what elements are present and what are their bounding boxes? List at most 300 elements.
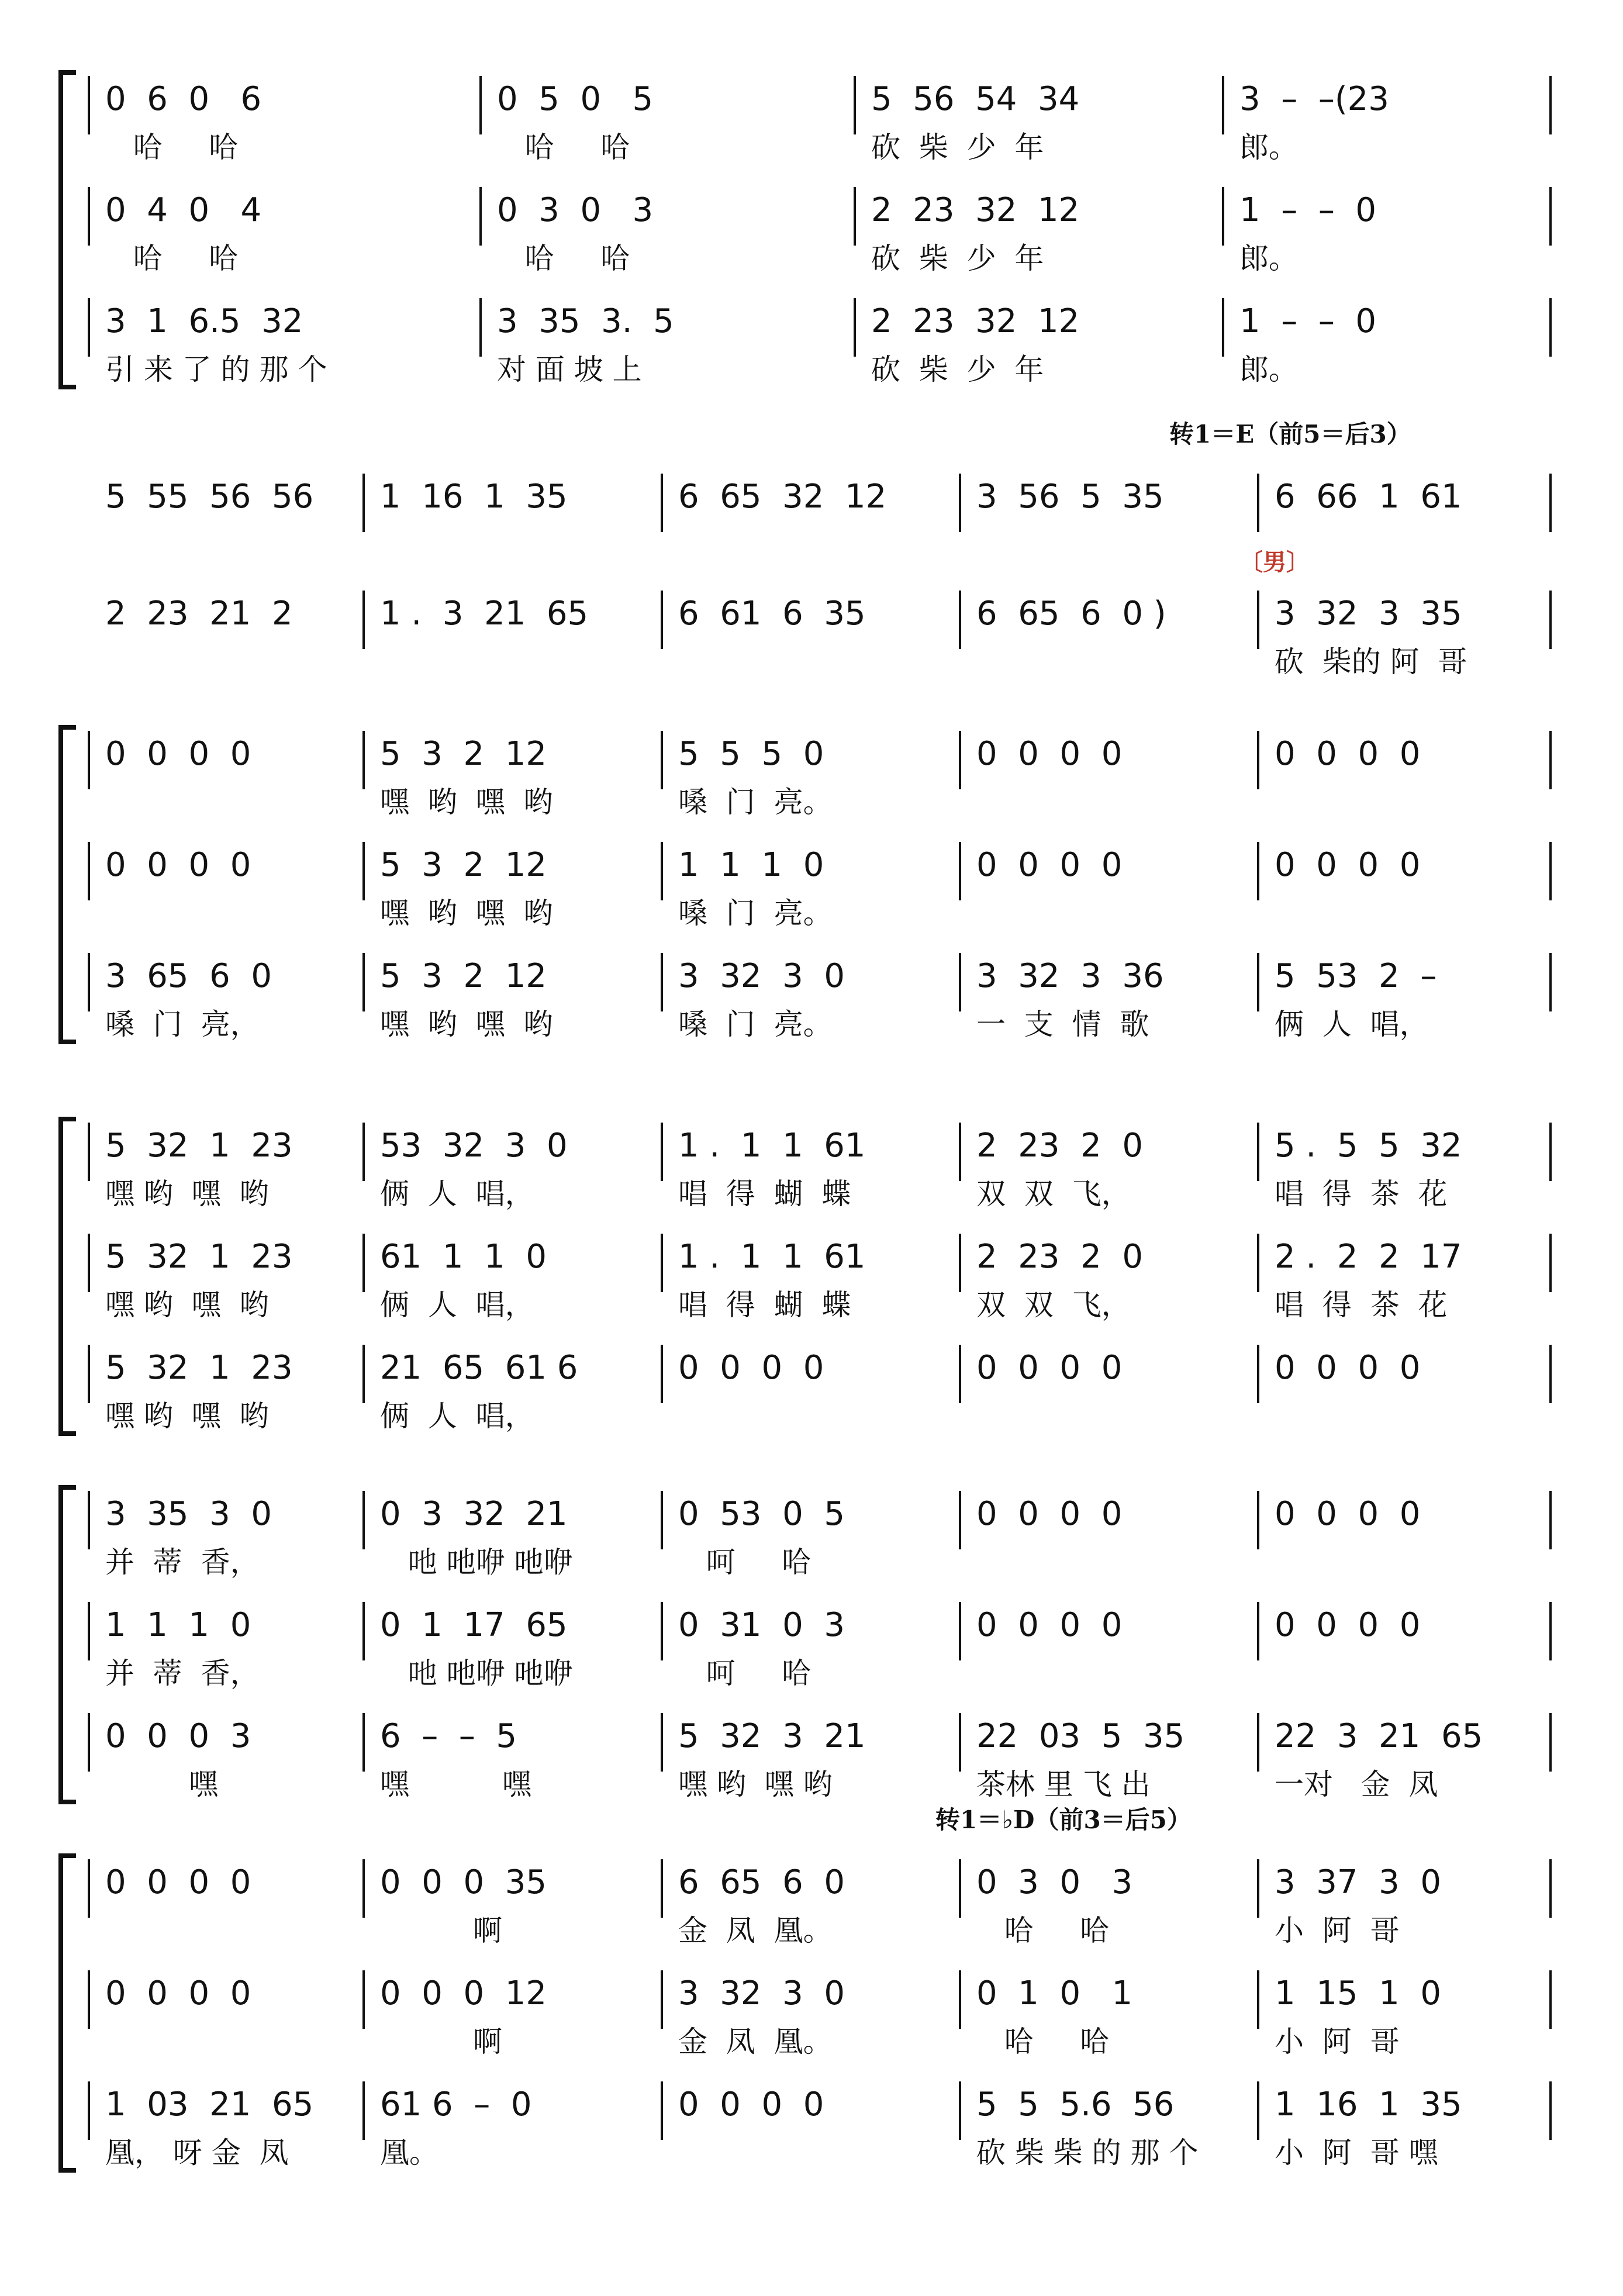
jianpu-notes: 0 0 0 3 [105,1717,251,1755]
measure [497,76,842,166]
barline [661,2081,663,2140]
lyrics-text: 凰， 呀 金 凤 [105,2136,289,2170]
barline [854,298,856,357]
lyrics-text: 茶林 里 飞 出 [976,1767,1151,1801]
barline [959,1602,961,1660]
barline [88,187,90,246]
measure [976,842,1245,895]
barline [88,1345,90,1403]
lyrics-text: 嗓 门 亮， [105,1007,260,1041]
barline [1257,953,1259,1011]
measure [976,2081,1245,2171]
key-change-marking: 转1＝♭D（前3＝后5） [935,1805,1192,1834]
barline [959,842,961,900]
measure [380,731,649,821]
jianpu-notes: 6 – – 5 [380,1717,517,1755]
jianpu-notes: 1 – – 0 [1239,302,1377,340]
jianpu-notes: 0 1 17 65 [380,1606,568,1644]
system-bracket [58,1117,76,1436]
measure [497,298,842,388]
lyrics-text: 嘿 哟 嘿 哟 [105,1177,269,1211]
measure [380,2081,649,2171]
lyrics-text: 唱 得 蝴 蝶 [678,1177,851,1211]
jianpu-notes: 2 . 2 2 17 [1275,1238,1462,1276]
lyrics-text: 哈 哈 [976,1914,1110,1948]
jianpu-notes: 3 35 3 0 [105,1495,272,1533]
measure [1275,1234,1538,1324]
jianpu-notes: 53 32 3 0 [380,1127,568,1165]
jianpu-notes: 0 0 0 0 [105,846,251,884]
barline [88,1234,90,1292]
barline [661,953,663,1011]
barline [854,187,856,246]
measure [976,1713,1245,1803]
measure [678,1345,947,1397]
jianpu-notes: 5 32 1 23 [105,1349,293,1387]
barline [1549,731,1552,789]
measure [105,76,468,166]
jianpu-notes: 0 0 0 12 [380,1974,547,2012]
measure [1239,76,1538,166]
barline [959,1234,961,1292]
jianpu-notes: 0 4 0 4 [105,191,262,229]
measure [976,1234,1245,1324]
measure [1275,1970,1538,2060]
barline [1549,187,1552,246]
barline [362,1602,365,1660]
jianpu-notes: 0 0 0 0 [105,1974,251,2012]
jianpu-notes: 6 61 6 35 [678,595,866,633]
barline [1257,1234,1259,1292]
barline [362,1345,365,1403]
barline [1257,1345,1259,1403]
barline [1549,474,1552,532]
jianpu-notes: 1 – – 0 [1239,191,1377,229]
score-system-2 [0,420,1623,573]
barline [661,1859,663,1918]
jianpu-notes: 5 53 2 – [1275,957,1437,995]
barline [1222,298,1224,357]
jianpu-notes: 1 16 1 35 [1275,2086,1462,2124]
lyrics-text: 啊 [380,2025,502,2059]
barline [88,1713,90,1772]
score-system-4 [0,719,1623,1052]
lyrics-text: 并 蒂 香， [105,1656,260,1690]
measure [105,1123,351,1213]
barline [661,1970,663,2029]
measure [380,1234,649,1324]
score-system-3 [0,548,1623,690]
barline [88,731,90,789]
measure [678,474,947,526]
measure [380,1602,649,1692]
jianpu-notes: 3 1 6.5 32 [105,302,303,340]
barline [362,1859,365,1918]
measure [380,842,649,932]
jianpu-notes: 0 0 0 0 [976,1349,1123,1387]
jianpu-notes: 0 0 0 0 [1275,1606,1421,1644]
jianpu-notes: 5 32 1 23 [105,1127,293,1165]
jianpu-notes: 0 31 0 3 [678,1606,845,1644]
lyrics-text: 嗓 门 亮。 [678,896,833,930]
barline [959,1345,961,1403]
jianpu-notes: 0 0 0 0 [105,735,251,773]
barline [1549,1491,1552,1549]
measure [976,731,1245,783]
barline [661,1345,663,1403]
barline [959,2081,961,2140]
jianpu-notes: 21 65 61 6 [380,1349,578,1387]
jianpu-notes: 5 3 2 12 [380,846,547,884]
lyrics-text: 吔 吔咿 吔咿 [380,1545,573,1579]
jianpu-notes: 3 37 3 0 [1275,1863,1441,1901]
jianpu-notes: 0 3 0 3 [976,1863,1133,1901]
lyrics-text: 嘿 哟 嘿 哟 [380,785,553,819]
measure [105,591,351,643]
lyrics-text: 小 阿 哥 [1275,1914,1400,1948]
lyrics-text: 嘿 嘿 [380,1767,531,1801]
measure [105,1602,351,1692]
lyrics-text: 哈 哈 [497,130,630,164]
lyrics-text: 嘿 哟 嘿 哟 [380,896,553,930]
barline [88,2081,90,2140]
barline [1549,1602,1552,1660]
measure [105,474,351,526]
barline [661,842,663,900]
measure [105,1234,351,1324]
barline [661,1123,663,1181]
measure [976,953,1245,1043]
jianpu-notes: 0 0 0 0 [105,1863,251,1901]
jianpu-notes: 1 15 1 0 [1275,1974,1441,2012]
lyrics-text: 并 蒂 香， [105,1545,260,1579]
barline [959,1859,961,1918]
lyrics-text: 双 双 飞， [976,1288,1131,1322]
jianpu-notes: 1 1 1 0 [105,1606,251,1644]
barline [362,1491,365,1549]
barline [1549,591,1552,649]
barline [1257,1859,1259,1918]
measure [678,1713,947,1803]
barline [959,1123,961,1181]
measure [976,1491,1245,1544]
jianpu-notes: 5 5 5 0 [678,735,824,773]
measure [976,1970,1245,2060]
jianpu-notes: 1 . 1 1 61 [678,1127,866,1165]
lyrics-text: 郎。 [1239,130,1298,164]
jianpu-notes: 22 3 21 65 [1275,1717,1483,1755]
barline [661,731,663,789]
measure [380,1713,649,1803]
lyrics-text: 嘿 哟 嘿 哟 [105,1399,269,1433]
barline [362,1123,365,1181]
lyrics-text: 郎。 [1239,353,1298,386]
measure [976,1602,1245,1655]
lyrics-text: 郎。 [1239,241,1298,275]
barline [88,842,90,900]
barline [1549,1234,1552,1292]
jianpu-notes: 6 66 1 61 [1275,478,1462,516]
lyrics-text: 砍 柴 少 年 [871,241,1044,275]
measure [1275,474,1538,526]
jianpu-notes: 5 56 54 34 [871,80,1080,118]
barline [1222,187,1224,246]
measure [1275,1345,1538,1397]
jianpu-notes: 3 56 5 35 [976,478,1164,516]
jianpu-notes: 0 0 0 0 [976,846,1123,884]
jianpu-notes: 5 . 5 5 32 [1275,1127,1462,1165]
barline [959,1713,961,1772]
jianpu-notes: 5 3 2 12 [380,957,547,995]
jianpu-notes: 0 6 0 6 [105,80,262,118]
system-bracket [58,725,76,1044]
lyrics-text: 唱 得 茶 花 [1275,1177,1448,1211]
barline [1549,1123,1552,1181]
barline [362,731,365,789]
system-bracket [58,1853,76,2173]
jianpu-notes: 0 0 0 0 [976,735,1123,773]
lyrics-text: 呵 哈 [678,1656,811,1690]
barline [1549,2081,1552,2140]
measure [1275,591,1538,681]
system-bracket [58,1485,76,1804]
jianpu-notes: 2 23 21 2 [105,595,293,633]
jianpu-notes: 0 0 0 0 [1275,735,1421,773]
measure [678,1859,947,1949]
lyrics-text: 砍 柴 少 年 [871,130,1044,164]
barline [854,76,856,134]
jianpu-notes: 0 0 0 0 [678,2086,824,2124]
score-system-1 [0,64,1623,398]
lyrics-text: 吔 吔咿 吔咿 [380,1656,573,1690]
measure [678,1123,947,1213]
barline [479,76,482,134]
measure [1275,731,1538,783]
barline [1257,474,1259,532]
barline [479,187,482,246]
measure [678,1234,947,1324]
jianpu-notes: 6 65 6 0 ) [976,595,1166,633]
jianpu-notes: 0 5 0 5 [497,80,654,118]
barline [88,1970,90,2029]
measure [1275,842,1538,895]
measure [678,2081,947,2134]
barline [88,1859,90,1918]
measure [105,731,351,783]
lyrics-text: 砍 柴 少 年 [871,353,1044,386]
lyrics-text: 哈 哈 [105,241,239,275]
measure [497,187,842,277]
barline [1549,1859,1552,1918]
measure [1275,1602,1538,1655]
voice-tag-male: 〔男〕 [1239,548,1310,576]
jianpu-notes: 0 53 0 5 [678,1495,845,1533]
jianpu-notes: 3 65 6 0 [105,957,272,995]
measure [1275,1123,1538,1213]
measure [105,298,468,388]
jianpu-notes: 2 23 32 12 [871,302,1080,340]
lyrics-text: 小 阿 哥 [1275,2025,1400,2059]
measure [1275,1859,1538,1949]
barline [661,1602,663,1660]
barline [959,474,961,532]
barline [88,1491,90,1549]
jianpu-notes: 6 65 6 0 [678,1863,845,1901]
barline [362,2081,365,2140]
measure [380,1123,649,1213]
jianpu-notes: 5 32 1 23 [105,1238,293,1276]
score-system-7 [0,1805,1623,2181]
measure [1239,298,1538,388]
barline [1257,1491,1259,1549]
jianpu-notes: 2 23 32 12 [871,191,1080,229]
lyrics-text: 金 凤 凰。 [678,2025,833,2059]
barline [362,953,365,1011]
system-bracket [58,70,76,389]
lyrics-text: 凰。 [380,2136,438,2170]
measure [380,591,649,643]
measure [678,953,947,1043]
barline [1257,1602,1259,1660]
lyrics-text: 俩 人 唱， [380,1177,534,1211]
jianpu-notes: 3 32 3 35 [1275,595,1462,633]
barline [1257,2081,1259,2140]
barline [1257,1713,1259,1772]
measure [105,187,468,277]
lyrics-text: 一 支 情 歌 [976,1007,1149,1041]
score-system-5 [0,1111,1623,1444]
lyrics-text: 小 阿 哥 嘿 [1275,2136,1438,2170]
lyrics-text: 哈 哈 [105,130,239,164]
lyrics-text: 嗓 门 亮。 [678,785,833,819]
measure [871,76,1210,166]
barline [1549,842,1552,900]
barline [1222,76,1224,134]
measure [678,842,947,932]
jianpu-notes: 5 32 3 21 [678,1717,866,1755]
jianpu-notes: 0 0 0 0 [1275,1349,1421,1387]
measure [105,1713,351,1803]
jianpu-notes: 0 3 0 3 [497,191,654,229]
barline [1549,953,1552,1011]
barline [959,1491,961,1549]
barline [1257,591,1259,649]
measure [871,187,1210,277]
jianpu-notes: 0 0 0 35 [380,1863,547,1901]
measure [1275,2081,1538,2171]
barline [362,1970,365,2029]
jianpu-notes: 5 55 56 56 [105,478,314,516]
measure [976,591,1245,643]
lyrics-text: 嘿 哟 嘿 哟 [678,1767,833,1801]
measure [105,1859,351,1912]
barline [959,591,961,649]
barline [362,1234,365,1292]
barline [479,298,482,357]
lyrics-text: 砍 柴的 阿 哥 [1275,645,1467,679]
lyrics-text: 啊 [380,1914,502,1948]
lyrics-text: 对 面 坡 上 [497,353,642,386]
barline [661,1234,663,1292]
measure [678,591,947,643]
measure [678,731,947,821]
measure [976,1345,1245,1397]
jianpu-notes: 2 23 2 0 [976,1127,1143,1165]
barline [362,474,365,532]
barline [661,474,663,532]
measure [380,953,649,1043]
jianpu-notes: 1 03 21 65 [105,2086,314,2124]
measure [1275,1491,1538,1544]
lyrics-text: 哈 哈 [976,2025,1110,2059]
barline [1549,1345,1552,1403]
measure [105,1491,351,1581]
measure [105,842,351,895]
jianpu-notes: 3 32 3 36 [976,957,1164,995]
jianpu-notes: 3 32 3 0 [678,1974,845,2012]
lyrics-text: 一对 金 凤 [1275,1767,1438,1801]
jianpu-notes: 1 . 3 21 65 [380,595,589,633]
jianpu-notes: 0 0 0 0 [1275,846,1421,884]
measure [1239,187,1538,277]
lyrics-text: 嘿 [105,1767,219,1801]
jianpu-notes: 0 3 32 21 [380,1495,568,1533]
jianpu-notes: 22 03 5 35 [976,1717,1185,1755]
barline [959,731,961,789]
barline [1257,1970,1259,2029]
jianpu-notes: 3 32 3 0 [678,957,845,995]
lyrics-text: 俩 人 唱， [380,1288,534,1322]
lyrics-text: 引 来 了 的 那 个 [105,353,327,386]
measure [871,298,1210,388]
barline [88,1602,90,1660]
barline [959,1970,961,2029]
jianpu-notes: 61 1 1 0 [380,1238,547,1276]
lyrics-text: 俩 人 唱， [380,1399,534,1433]
jianpu-notes: 5 5 5.6 56 [976,2086,1175,2124]
measure [105,1970,351,2023]
barline [88,953,90,1011]
barline [1549,298,1552,357]
lyrics-text: 嗓 门 亮。 [678,1007,833,1041]
jianpu-notes: 5 3 2 12 [380,735,547,773]
lyrics-text: 双 双 飞， [976,1177,1131,1211]
barline [661,1713,663,1772]
jianpu-notes: 0 0 0 0 [976,1495,1123,1533]
measure [380,474,649,526]
barline [362,591,365,649]
measure [678,1970,947,2060]
lyrics-text: 金 凤 凰。 [678,1914,833,1948]
barline [362,1713,365,1772]
barline [661,1491,663,1549]
key-change-marking: 转1＝E（前5＝后3） [1169,420,1411,448]
measure [105,1345,351,1435]
jianpu-notes: 1 16 1 35 [380,478,568,516]
measure [678,1602,947,1692]
barline [959,953,961,1011]
jianpu-notes: 1 1 1 0 [678,846,824,884]
measure [678,1491,947,1581]
lyrics-text: 嘿 哟 嘿 哟 [380,1007,553,1041]
lyrics-text: 砍 柴 柴 的 那 个 [976,2136,1199,2170]
measure [105,953,351,1043]
barline [1257,731,1259,789]
jianpu-notes: 1 . 1 1 61 [678,1238,866,1276]
barline [1549,1970,1552,2029]
measure [105,2081,351,2171]
barline [88,76,90,134]
